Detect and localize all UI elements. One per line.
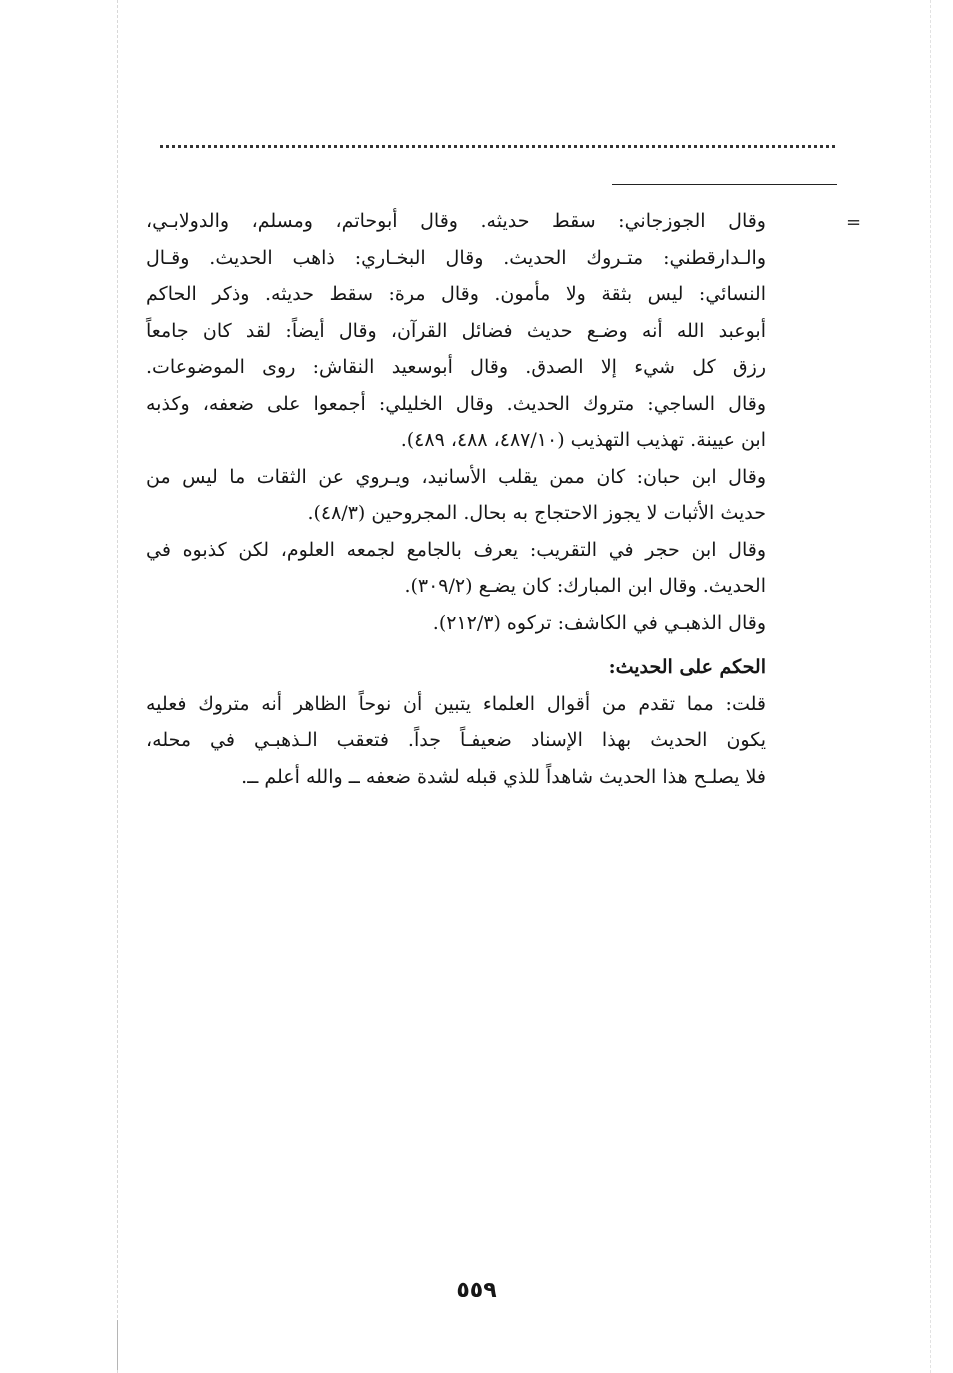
text-line: وقال الساجي: متروك الحديث. وقال الخليلي: أجمعوا على ضعفه، وكذبه <box>146 392 766 415</box>
text-line: الحديث. وقال ابن المبارك: كان يضـع (٣٠٩/٢). <box>404 575 766 597</box>
scan-edge-left-solid <box>117 1320 118 1370</box>
text-line: ابن عيينة. تهذيب التهذيب (٤٨٧/١٠، ٤٨٨، ٤٨٩). <box>400 429 766 451</box>
text-line: وقال ابن حبان: كان ممن يقلب الأسانيد، ويـروي عن الثقات ما ليس من <box>146 465 766 488</box>
text-line: النسائي: ليس بثقة ولا مأمون. وقال مرة: سقط حديثه. وذكر الحاكم <box>146 283 766 305</box>
page-number: ٥٥٩ <box>456 1278 497 1303</box>
text-line: وقال الذهبـي في الكاشف: تركوه (٢١٢/٣). <box>432 611 766 634</box>
text-line: وقال الجوزجاني: سقط حديثه. وقال أبوحاتم، ومسلم، والدولابـي، <box>146 210 766 232</box>
paragraph-narrators <box>146 203 766 459</box>
paragraph-dhahabi <box>146 605 766 642</box>
paragraph-ibn-hibban <box>146 459 766 532</box>
paragraph-ruling <box>146 686 766 796</box>
text-line: وقال ابن حجر في التقريب: يعرف بالجامع لجمعه العلوم، لكن كذبوه في <box>146 538 766 561</box>
text-line: رزق كل شيء إلا الصدق. وقال أبوسعيد النقاش: روى الموضوعات. <box>146 356 766 378</box>
scan-edge-right <box>930 0 931 1373</box>
text-line: يكون الحديث بهذا الإسناد ضعيفـاً جداً. فتعقب الـذهبـي في محله، <box>146 729 766 751</box>
footnote-text <box>146 203 766 795</box>
scan-edge-left <box>117 0 118 1373</box>
text-line: فلا يصلـح هذا الحديث شاهداً للذي قبله لشدة ضعفه ــ والله أعلم ــ. <box>241 765 766 788</box>
continuation-marker: = <box>846 212 862 233</box>
dotted-separator <box>160 145 835 148</box>
paragraph-ibn-hajar <box>146 532 766 605</box>
footnote-rule <box>612 184 837 185</box>
text-line: حديث الأثبات لا يجوز الاحتجاج به بحال. المجروحين (٤٨/٣). <box>307 502 766 524</box>
text-line: قلت: مما تقدم من أقوال العلماء يتبين أن نوحاً الظاهر أنه متروك فعليه <box>146 692 766 715</box>
text-line: أبوعبد الله أنه وضـع حديث فضائل القرآن، وقال أيضاً: لقد كان جامعاً <box>146 319 766 342</box>
text-line: والـدارقطني: متـروك الحديث. وقال البخـاري: ذاهب الحديث. وقـال <box>146 246 766 269</box>
section-heading: الحكم على الحديث: <box>608 656 766 678</box>
